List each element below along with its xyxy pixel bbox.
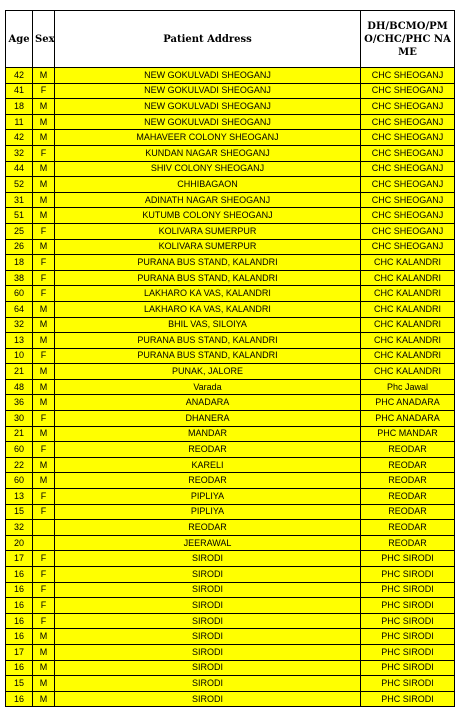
table-row	[6, 442, 455, 458]
cell-address: SIRODI	[55, 676, 361, 692]
cell-sex: F	[33, 348, 55, 364]
table-row	[6, 68, 455, 84]
cell-age: 16	[6, 629, 33, 645]
table-row	[6, 411, 455, 427]
cell-facility: CHC KALANDRI	[361, 255, 455, 271]
table-row	[6, 239, 455, 255]
cell-age: 64	[6, 301, 33, 317]
cell-address: PURANA BUS STAND, KALANDRI	[55, 255, 361, 271]
header-patient-address: Patient Address	[55, 11, 361, 68]
cell-age: 42	[6, 68, 33, 84]
cell-sex: M	[33, 473, 55, 489]
cell-facility: CHC KALANDRI	[361, 286, 455, 302]
cell-sex: M	[33, 629, 55, 645]
table-row	[6, 379, 455, 395]
table-row	[6, 629, 455, 645]
cell-address: PURANA BUS STAND, KALANDRI	[55, 348, 361, 364]
cell-address: SIRODI	[55, 567, 361, 583]
cell-sex	[33, 535, 55, 551]
table-row	[6, 567, 455, 583]
cell-age: 32	[6, 317, 33, 333]
table-row	[6, 598, 455, 614]
cell-address: REODAR	[55, 442, 361, 458]
cell-facility: REODAR	[361, 535, 455, 551]
cell-age: 16	[6, 598, 33, 614]
cell-age: 16	[6, 660, 33, 676]
cell-facility: CHC SHEOGANJ	[361, 239, 455, 255]
table-row	[6, 691, 455, 707]
cell-address: SIRODI	[55, 551, 361, 567]
cell-facility: CHC SHEOGANJ	[361, 130, 455, 146]
cell-sex: M	[33, 426, 55, 442]
cell-sex: M	[33, 333, 55, 349]
cell-facility: CHC KALANDRI	[361, 348, 455, 364]
cell-address: SIRODI	[55, 582, 361, 598]
cell-address: KUTUMB COLONY SHEOGANJ	[55, 208, 361, 224]
cell-sex: M	[33, 644, 55, 660]
table-row	[6, 177, 455, 193]
cell-sex: F	[33, 567, 55, 583]
header-row	[6, 11, 455, 68]
cell-sex: M	[33, 457, 55, 473]
table-row	[6, 348, 455, 364]
cell-facility: CHC KALANDRI	[361, 333, 455, 349]
table-row	[6, 317, 455, 333]
cell-address: Varada	[55, 379, 361, 395]
table-row	[6, 255, 455, 271]
cell-sex: M	[33, 161, 55, 177]
table-row	[6, 644, 455, 660]
cell-facility: PHC ANADARA	[361, 411, 455, 427]
cell-facility: PHC SIRODI	[361, 613, 455, 629]
cell-age: 42	[6, 130, 33, 146]
cell-address: ADINATH NAGAR SHEOGANJ	[55, 192, 361, 208]
cell-age: 16	[6, 691, 33, 707]
cell-facility: CHC SHEOGANJ	[361, 208, 455, 224]
cell-age: 48	[6, 379, 33, 395]
cell-facility: PHC SIRODI	[361, 644, 455, 660]
cell-facility: PHC ANADARA	[361, 395, 455, 411]
cell-facility: CHC KALANDRI	[361, 301, 455, 317]
cell-age: 16	[6, 567, 33, 583]
table-row	[6, 223, 455, 239]
table-row	[6, 301, 455, 317]
table-row	[6, 660, 455, 676]
table-row	[6, 551, 455, 567]
cell-sex: M	[33, 177, 55, 193]
cell-facility: PHC SIRODI	[361, 598, 455, 614]
cell-sex: M	[33, 208, 55, 224]
cell-facility: CHC SHEOGANJ	[361, 99, 455, 115]
cell-address: CHHIBAGAON	[55, 177, 361, 193]
cell-facility: REODAR	[361, 442, 455, 458]
cell-address: SIRODI	[55, 613, 361, 629]
cell-sex: F	[33, 598, 55, 614]
cell-sex: F	[33, 270, 55, 286]
cell-facility: CHC KALANDRI	[361, 270, 455, 286]
cell-address: NEW GOKULVADI SHEOGANJ	[55, 83, 361, 99]
cell-address: SIRODI	[55, 598, 361, 614]
cell-facility: CHC SHEOGANJ	[361, 223, 455, 239]
cell-age: 32	[6, 145, 33, 161]
cell-address: ANADARA	[55, 395, 361, 411]
cell-address: REODAR	[55, 473, 361, 489]
patient-table	[5, 10, 455, 707]
cell-age: 41	[6, 83, 33, 99]
cell-sex: M	[33, 317, 55, 333]
cell-address: KOLIVARA SUMERPUR	[55, 223, 361, 239]
cell-address: LAKHARO KA VAS, KALANDRI	[55, 301, 361, 317]
cell-sex: M	[33, 691, 55, 707]
cell-sex: F	[33, 582, 55, 598]
cell-address: PIPLIYA	[55, 504, 361, 520]
cell-age: 31	[6, 192, 33, 208]
table-row	[6, 286, 455, 302]
header-facility-name: DH/BCMO/PMO/CHC/PHC NAME	[361, 11, 455, 68]
cell-sex: M	[33, 114, 55, 130]
cell-sex: M	[33, 192, 55, 208]
cell-sex: F	[33, 145, 55, 161]
cell-address: JEERAWAL	[55, 535, 361, 551]
cell-address: NEW GOKULVADI SHEOGANJ	[55, 99, 361, 115]
cell-facility: CHC SHEOGANJ	[361, 177, 455, 193]
cell-sex: F	[33, 504, 55, 520]
cell-facility: Phc Jawal	[361, 379, 455, 395]
cell-address: MAHAVEER COLONY SHEOGANJ	[55, 130, 361, 146]
cell-age: 15	[6, 676, 33, 692]
cell-facility: REODAR	[361, 520, 455, 536]
cell-facility: CHC SHEOGANJ	[361, 192, 455, 208]
cell-address: SHIV COLONY SHEOGANJ	[55, 161, 361, 177]
cell-facility: REODAR	[361, 504, 455, 520]
cell-age: 32	[6, 520, 33, 536]
cell-sex: M	[33, 364, 55, 380]
cell-age: 20	[6, 535, 33, 551]
cell-age: 22	[6, 457, 33, 473]
cell-facility: PHC SIRODI	[361, 676, 455, 692]
table-body	[6, 68, 455, 707]
cell-facility: PHC SIRODI	[361, 691, 455, 707]
cell-age: 17	[6, 644, 33, 660]
table-row	[6, 130, 455, 146]
cell-facility: REODAR	[361, 489, 455, 505]
cell-address: PURANA BUS STAND, KALANDRI	[55, 333, 361, 349]
cell-facility: REODAR	[361, 473, 455, 489]
cell-address: PIPLIYA	[55, 489, 361, 505]
cell-age: 36	[6, 395, 33, 411]
cell-facility: PHC SIRODI	[361, 660, 455, 676]
cell-sex: F	[33, 442, 55, 458]
table-row	[6, 208, 455, 224]
cell-address: REODAR	[55, 520, 361, 536]
cell-sex: F	[33, 411, 55, 427]
cell-facility: CHC SHEOGANJ	[361, 68, 455, 84]
table-row	[6, 457, 455, 473]
cell-sex: F	[33, 551, 55, 567]
cell-sex: M	[33, 130, 55, 146]
cell-address: PUNAK, JALORE	[55, 364, 361, 380]
table-row	[6, 161, 455, 177]
cell-address: SIRODI	[55, 629, 361, 645]
cell-age: 30	[6, 411, 33, 427]
cell-facility: PHC SIRODI	[361, 567, 455, 583]
cell-address: SIRODI	[55, 691, 361, 707]
cell-sex: M	[33, 301, 55, 317]
cell-facility: CHC SHEOGANJ	[361, 161, 455, 177]
cell-age: 18	[6, 255, 33, 271]
cell-sex: F	[33, 489, 55, 505]
cell-facility: CHC SHEOGANJ	[361, 114, 455, 130]
cell-age: 16	[6, 613, 33, 629]
cell-age: 38	[6, 270, 33, 286]
table-row	[6, 333, 455, 349]
cell-facility: CHC KALANDRI	[361, 364, 455, 380]
cell-address: SIRODI	[55, 644, 361, 660]
table-row	[6, 192, 455, 208]
cell-age: 60	[6, 442, 33, 458]
cell-address: NEW GOKULVADI SHEOGANJ	[55, 68, 361, 84]
table-row	[6, 504, 455, 520]
cell-sex: F	[33, 613, 55, 629]
cell-address: PURANA BUS STAND, KALANDRI	[55, 270, 361, 286]
table-row	[6, 535, 455, 551]
cell-age: 52	[6, 177, 33, 193]
table-row	[6, 582, 455, 598]
cell-sex: M	[33, 379, 55, 395]
table-row	[6, 99, 455, 115]
table-row	[6, 676, 455, 692]
cell-age: 13	[6, 489, 33, 505]
cell-address: NEW GOKULVADI SHEOGANJ	[55, 114, 361, 130]
cell-address: LAKHARO KA VAS, KALANDRI	[55, 286, 361, 302]
cell-age: 16	[6, 582, 33, 598]
cell-facility: REODAR	[361, 457, 455, 473]
cell-facility: PHC MANDAR	[361, 426, 455, 442]
cell-address: BHIL VAS, SILOIYA	[55, 317, 361, 333]
cell-age: 60	[6, 286, 33, 302]
table-row	[6, 145, 455, 161]
cell-sex: M	[33, 99, 55, 115]
cell-age: 26	[6, 239, 33, 255]
table-row	[6, 270, 455, 286]
cell-facility: CHC SHEOGANJ	[361, 145, 455, 161]
cell-age: 13	[6, 333, 33, 349]
table-row	[6, 395, 455, 411]
table-row	[6, 613, 455, 629]
cell-sex: M	[33, 239, 55, 255]
table-row	[6, 520, 455, 536]
cell-address: KOLIVARA SUMERPUR	[55, 239, 361, 255]
table-row	[6, 473, 455, 489]
cell-facility: CHC SHEOGANJ	[361, 83, 455, 99]
table-row	[6, 114, 455, 130]
cell-age: 21	[6, 426, 33, 442]
cell-address: SIRODI	[55, 660, 361, 676]
cell-age: 11	[6, 114, 33, 130]
cell-address: KUNDAN NAGAR SHEOGANJ	[55, 145, 361, 161]
cell-address: MANDAR	[55, 426, 361, 442]
cell-sex: M	[33, 660, 55, 676]
cell-facility: CHC KALANDRI	[361, 317, 455, 333]
cell-sex: M	[33, 68, 55, 84]
table-row	[6, 364, 455, 380]
cell-age: 25	[6, 223, 33, 239]
header-sex: Sex	[33, 11, 55, 68]
cell-facility: PHC SIRODI	[361, 629, 455, 645]
cell-age: 15	[6, 504, 33, 520]
cell-age: 21	[6, 364, 33, 380]
cell-age: 60	[6, 473, 33, 489]
cell-sex: F	[33, 255, 55, 271]
table-row	[6, 83, 455, 99]
table-row	[6, 426, 455, 442]
table-row	[6, 489, 455, 505]
cell-sex: F	[33, 223, 55, 239]
header-age: Age	[6, 11, 33, 68]
cell-age: 10	[6, 348, 33, 364]
cell-age: 17	[6, 551, 33, 567]
cell-address: DHANERA	[55, 411, 361, 427]
cell-address: KARELI	[55, 457, 361, 473]
cell-age: 18	[6, 99, 33, 115]
cell-sex: F	[33, 83, 55, 99]
cell-age: 51	[6, 208, 33, 224]
cell-sex: M	[33, 395, 55, 411]
cell-sex: F	[33, 286, 55, 302]
cell-sex: M	[33, 676, 55, 692]
cell-facility: PHC SIRODI	[361, 551, 455, 567]
cell-sex	[33, 520, 55, 536]
cell-age: 44	[6, 161, 33, 177]
cell-facility: PHC SIRODI	[361, 582, 455, 598]
